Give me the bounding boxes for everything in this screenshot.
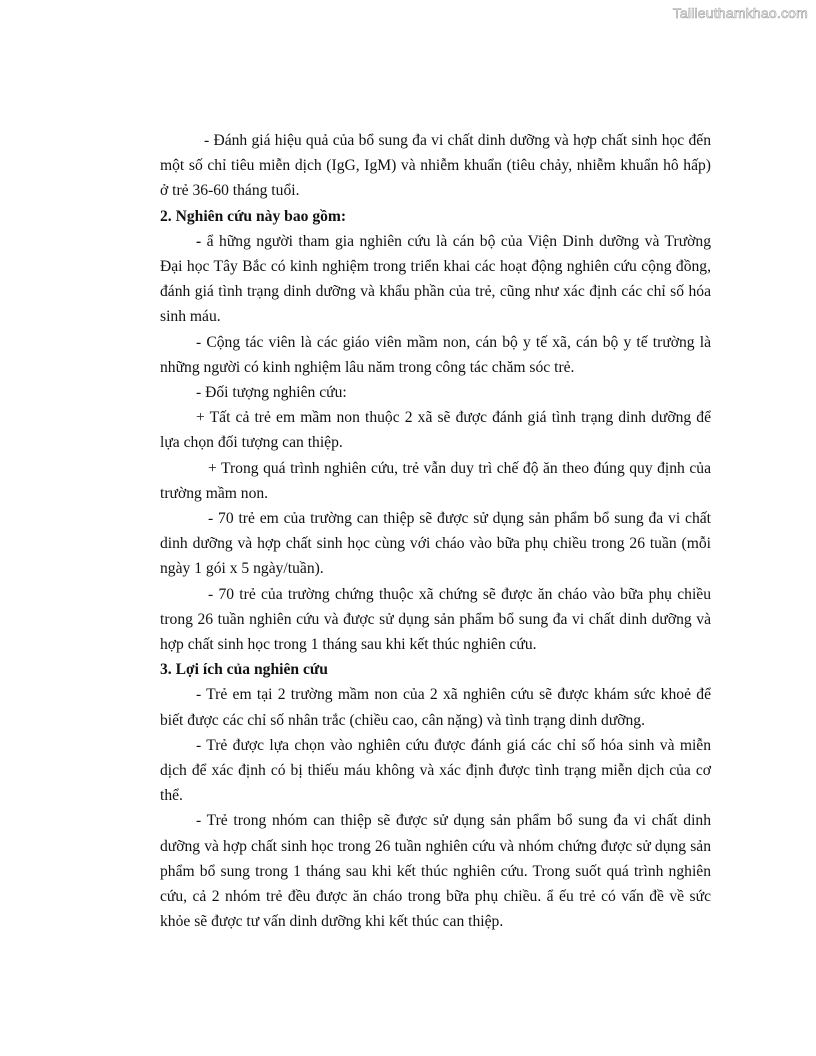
- paragraph-benefit-3: - Trẻ trong nhóm can thiệp sẽ được sử dụng sản phẩm bổ sung đa vi chất dinh dưỡng và hợp chất sinh học trong 26 tuần nghiên cứu và nhóm chứng được sử dụng sản phẩm bổ sung trong 1 tháng sau khi kết thúc nghiên cứu. Trong suốt quá trình nghiên cứu, cả 2 nhóm trẻ đều được ăn cháo trong bữa phụ chiều. ẩ ếu trẻ có vấn đề về sức khỏe sẽ được tư vấn dinh dưỡng khi kết thúc can thiệp.: [160, 812, 711, 931]
- paragraph-objective: - Đánh giá hiệu quả của bổ sung đa vi chất dinh dưỡng và hợp chất sinh học đến một số chỉ tiêu miễn dịch (IgG, IgM) và nhiễm khuẩn (tiêu chảy, nhiễm khuẩn hô hấp) ở trẻ 36-60 tháng tuổi.: [160, 132, 711, 200]
- paragraph-collaborators: - Cộng tác viên là các giáo viên mầm non, cán bộ y tế xã, cán bộ y tế trường là những người có kinh nghiệm lâu năm trong công tác chăm sóc trẻ.: [160, 333, 711, 376]
- section-heading-3: 3. Lợi ích của nghiên cứu: [160, 661, 328, 679]
- paragraph-control-group: - 70 trẻ của trường chứng thuộc xã chứng sẽ được ăn cháo vào bữa phụ chiều trong 26 tuần nghiên cứu và được sử dụng sản phẩm bổ sung đa vi chất dinh dưỡng và hợp chất sinh học trong 1 tháng sau khi kết thúc nghiên cứu.: [160, 585, 711, 654]
- paragraph-intervention-group: - 70 trẻ em của trường can thiệp sẽ được sử dụng sản phẩm bổ sung đa vi chất dinh dưỡng và hợp chất sinh học cùng với cháo vào bữa phụ chiều trong 26 tuần (mỗi ngày 1 gói x 5 ngày/tuần).: [160, 510, 711, 578]
- section-heading-2: 2. Nghiên cứu này bao gồm:: [160, 207, 347, 225]
- document-body: [160, 128, 711, 935]
- paragraph-benefit-1: - Trẻ em tại 2 trường mầm non của 2 xã nghiên cứu sẽ được khám sức khoẻ để biết được các chỉ số nhân trắc (chiều cao, cân nặng) và tình trạng dinh dưỡng.: [160, 686, 711, 729]
- bullet-dash: -: [196, 232, 202, 250]
- paragraph-subjects-all: + Tất cả trẻ em mầm non thuộc 2 xã sẽ được đánh giá tình trạng dinh dưỡng để lựa chọn đối tượng can thiệp.: [160, 409, 711, 452]
- watermark-text: Tailieuthamkhao.com: [672, 5, 808, 21]
- paragraph-benefit-2: - Trẻ được lựa chọn vào nghiên cứu được đánh giá các chỉ số hóa sinh và miễn dịch để xác định có bị thiếu máu không và xác định được tình trạng miễn dịch của cơ thể.: [160, 736, 711, 805]
- paragraph-subjects-diet: + Trong quá trình nghiên cứu, trẻ vẫn duy trì chế độ ăn theo đúng quy định của trường mầm non.: [160, 459, 711, 502]
- paragraph-researchers: [160, 229, 711, 330]
- paragraph-subjects-label: - Đối tượng nghiên cứu:: [196, 384, 347, 402]
- paragraph-researchers-text: ẩ hững người tham gia nghiên cứu là cán bộ của Viện Dinh dưỡng và Trường Đại học Tây Bắc có kinh nghiệm trong triển khai các hoạt động nghiên cứu cộng đồng, đánh giá tình trạng dinh dưỡng và khẩu phần của trẻ, cũng như xác định các chỉ số hóa sinh máu.: [160, 232, 711, 326]
